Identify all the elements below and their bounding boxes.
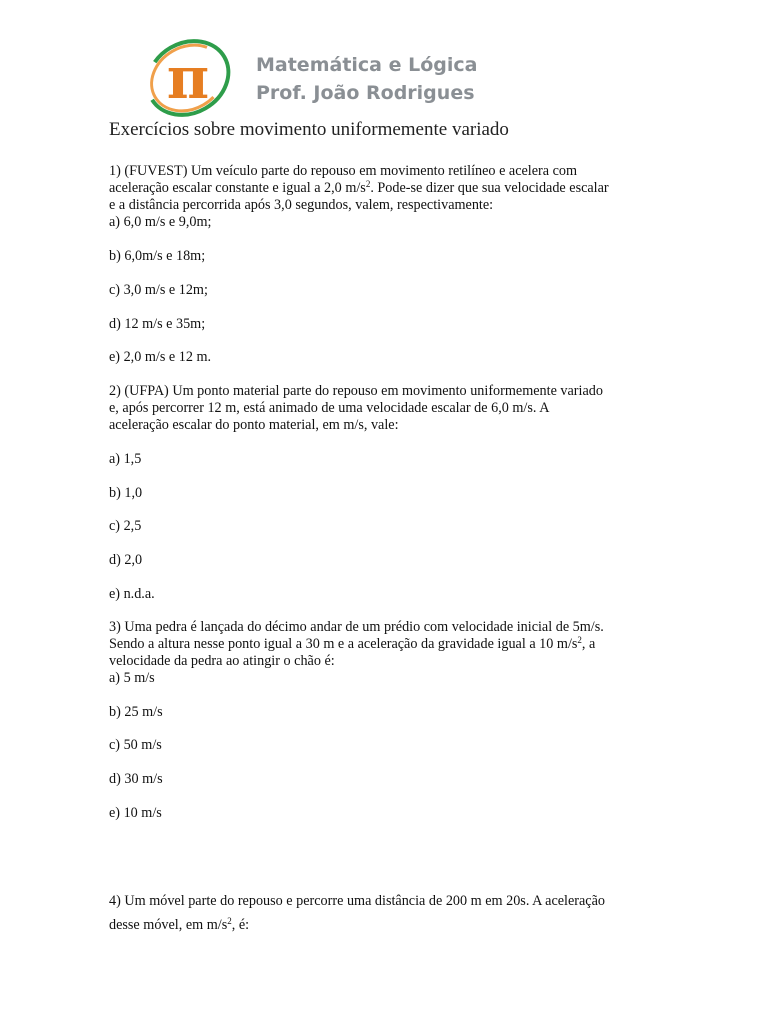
page-title: Exercícios sobre movimento uniformemente variado (109, 119, 509, 140)
q2-option-a: a) 1,5 (109, 451, 142, 467)
q1-option-b: b) 6,0m/s e 18m; (109, 248, 206, 264)
question-4-line-1: 4) Um móvel parte do repouso e percorre uma distância de 200 m em 20s. A aceleração (109, 893, 605, 909)
question-3-line-3: velocidade da pedra ao atingir o chão é: (109, 653, 335, 669)
q3-option-d: d) 30 m/s (109, 771, 163, 787)
question-4-line-2: desse móvel, em $m/s^2$, é: (109, 916, 250, 933)
q1-option-a: a) 6,0 m/s e 9,0m; (109, 214, 212, 230)
question-2-line-2: e, após percorrer 12 m, está animado de uma velocidade escalar de 6,0 m/s. A (109, 400, 550, 416)
question-3-line-2: Sendo a altura nesse ponto igual a 30 m e a aceleração da gravidade igual a 10 $m/s^2$, a (109, 635, 596, 652)
q2-option-e: e) n.d.a. (109, 586, 155, 602)
question-4 (109, 889, 669, 937)
brand-text (256, 52, 477, 108)
q3-option-c: c) 50 m/s (109, 737, 162, 753)
brand-line-2: Prof. João Rodrigues (256, 82, 475, 104)
q3-option-b: b) 25 m/s (109, 704, 163, 720)
question-1-line-1: 1) (FUVEST) Um veículo parte do repouso em movimento retilíneo e acelera com (109, 163, 578, 179)
question-1 (109, 163, 669, 214)
question-2-line-1: 2) (UFPA) Um ponto material parte do repouso em movimento uniformemente variado (109, 383, 603, 399)
q2-option-b: b) 1,0 (109, 485, 143, 501)
q3-option-a: a) 5 m/s (109, 670, 155, 686)
q3-option-e: e) 10 m/s (109, 805, 162, 821)
question-3-line-1: 3) Uma pedra é lançada do décimo andar de um prédio com velocidade inicial de 5m/s. (109, 619, 604, 635)
question-1-line-2: aceleração escalar constante e igual a 2,0 $m/s^2$. Pode-se dizer que sua velocidade escalar (109, 179, 609, 196)
q2-option-c: c) 2,5 (109, 518, 142, 534)
question-2-line-3: aceleração escalar do ponto material, em m/s, vale: (109, 417, 399, 433)
question-3 (109, 619, 669, 670)
document-header (140, 38, 540, 118)
brand-line-1: Matemática e Lógica (256, 54, 478, 76)
q1-option-d: d) 12 m/s e 35m; (109, 316, 206, 332)
q1-option-e: e) 2,0 m/s e 12 m. (109, 349, 212, 365)
pi-logo-icon (140, 38, 236, 118)
question-2 (109, 383, 669, 434)
q1-option-c: c) 3,0 m/s e 12m; (109, 282, 208, 298)
question-1-line-3: e a distância percorrida após 3,0 segundos, valem, respectivamente: (109, 197, 494, 213)
q2-option-d: d) 2,0 (109, 552, 143, 568)
svg-text:π: π (166, 44, 210, 112)
